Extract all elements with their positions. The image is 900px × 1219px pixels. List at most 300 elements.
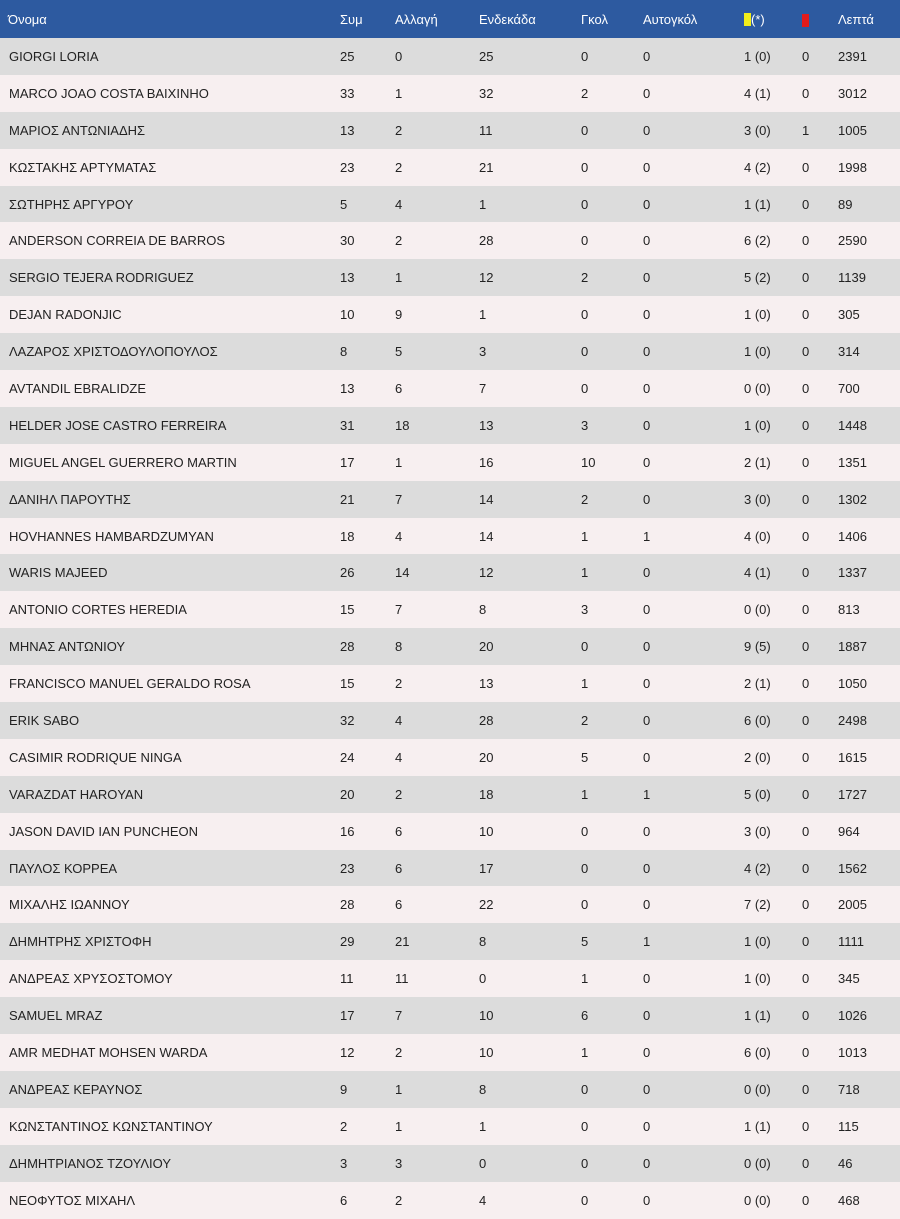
minutes-value: 468 — [838, 1192, 860, 1208]
starts-value: 1 — [479, 307, 487, 323]
apps-value: 2 — [340, 1118, 348, 1134]
table-row — [0, 481, 900, 518]
minutes-value: 1998 — [838, 159, 867, 175]
goals-value: 6 — [581, 1008, 589, 1024]
starts-value: 8 — [479, 602, 487, 618]
red-cards-value: 0 — [802, 48, 810, 64]
yellow-cards-value: 0 (0) — [744, 1155, 771, 1171]
apps-value: 32 — [340, 712, 355, 728]
subs-value: 11 — [395, 971, 409, 987]
goals-value: 0 — [581, 122, 589, 138]
goals-value: 2 — [581, 270, 589, 286]
yellow-cards-value: 0 (0) — [744, 1081, 771, 1097]
goals-value: 5 — [581, 749, 589, 765]
yellow-cards-value: 2 (0) — [744, 749, 771, 765]
apps-value: 16 — [340, 823, 355, 839]
red-cards-value: 0 — [802, 417, 810, 433]
apps-value: 13 — [340, 270, 355, 286]
player-name: ΣΩΤΗΡΗΣ ΑΡΓΥΡΟΥ — [9, 196, 134, 212]
col-header-name[interactable]: Όνομα — [8, 11, 47, 27]
own-goals-value: 1 — [643, 528, 651, 544]
table-row — [0, 850, 900, 887]
own-goals-value: 0 — [643, 1081, 651, 1097]
own-goals-value: 0 — [643, 602, 651, 618]
minutes-value: 1351 — [838, 454, 867, 470]
yellow-cards-value: 9 (5) — [744, 639, 771, 655]
yellow-cards-value: 1 (0) — [744, 934, 771, 950]
starts-value: 20 — [479, 749, 494, 765]
starts-value: 21 — [479, 159, 494, 175]
subs-value: 21 — [395, 934, 410, 950]
player-name: ERIK SABO — [9, 712, 80, 728]
red-cards-value: 0 — [802, 602, 810, 618]
own-goals-value: 0 — [643, 1044, 651, 1060]
starts-value: 10 — [479, 1044, 494, 1060]
yellow-cards-value: 1 (0) — [744, 344, 771, 360]
apps-value: 11 — [340, 971, 354, 987]
table-row — [0, 702, 900, 739]
apps-value: 3 — [340, 1155, 348, 1171]
minutes-value: 345 — [838, 971, 860, 987]
table-row — [0, 1182, 900, 1219]
goals-value: 0 — [581, 344, 589, 360]
table-row — [0, 259, 900, 296]
table-row — [0, 444, 900, 481]
minutes-value: 3012 — [838, 85, 867, 101]
subs-value: 6 — [395, 823, 403, 839]
yellow-header-suffix: (*) — [751, 12, 765, 28]
player-name: SERGIO TEJERA RODRIGUEZ — [9, 270, 194, 286]
red-cards-value: 0 — [802, 491, 810, 507]
player-name: ΚΩΝΣΤΑΝΤΙΝΟΣ ΚΩΝΣΤΑΝΤΙΝΟΥ — [9, 1118, 213, 1134]
apps-value: 6 — [340, 1192, 348, 1208]
apps-value: 15 — [340, 602, 355, 618]
own-goals-value: 0 — [643, 122, 651, 138]
goals-value: 1 — [581, 676, 589, 692]
red-cards-value: 0 — [802, 159, 810, 175]
goals-value: 0 — [581, 897, 589, 913]
red-cards-value: 1 — [802, 122, 810, 138]
minutes-value: 1406 — [838, 528, 867, 544]
own-goals-value: 1 — [643, 786, 651, 802]
col-header-subs[interactable]: Αλλαγή — [395, 11, 438, 27]
player-name: DEJAN RADONJIC — [9, 307, 122, 323]
col-header-starts[interactable]: Ενδεκάδα — [479, 11, 536, 27]
yellow-cards-value: 1 (0) — [744, 307, 771, 323]
table-row — [0, 960, 900, 997]
yellow-cards-value: 6 (0) — [744, 712, 771, 728]
own-goals-value: 0 — [643, 491, 651, 507]
yellow-cards-value: 2 (1) — [744, 676, 771, 692]
starts-value: 1 — [479, 196, 487, 212]
apps-value: 28 — [340, 639, 355, 655]
red-cards-value: 0 — [802, 1192, 810, 1208]
minutes-value: 89 — [838, 196, 853, 212]
apps-value: 23 — [340, 159, 355, 175]
minutes-value: 718 — [838, 1081, 860, 1097]
red-cards-value: 0 — [802, 1008, 810, 1024]
goals-value: 3 — [581, 417, 589, 433]
yellow-cards-value: 4 (1) — [744, 85, 771, 101]
apps-value: 13 — [340, 122, 355, 138]
player-name: ΑΝΔΡΕΑΣ ΚΕΡΑΥΝΟΣ — [9, 1081, 143, 1097]
goals-value: 0 — [581, 1081, 589, 1097]
goals-value: 1 — [581, 565, 589, 581]
player-name: SAMUEL MRAZ — [9, 1008, 103, 1024]
starts-value: 8 — [479, 1081, 487, 1097]
own-goals-value: 0 — [643, 196, 651, 212]
apps-value: 23 — [340, 860, 355, 876]
starts-value: 0 — [479, 971, 487, 987]
goals-value: 2 — [581, 491, 589, 507]
yellow-cards-value: 1 (1) — [744, 1118, 771, 1134]
red-cards-value: 0 — [802, 823, 810, 839]
yellow-cards-value: 2 (1) — [744, 454, 771, 470]
apps-value: 9 — [340, 1081, 348, 1097]
table-row — [0, 628, 900, 665]
starts-value: 0 — [479, 1155, 487, 1171]
apps-value: 13 — [340, 380, 355, 396]
apps-value: 5 — [340, 196, 348, 212]
table-row — [0, 739, 900, 776]
goals-value: 0 — [581, 233, 589, 249]
apps-value: 17 — [340, 454, 355, 470]
yellow-cards-value: 4 (1) — [744, 565, 771, 581]
yellow-cards-value: 4 (2) — [744, 159, 771, 175]
starts-value: 13 — [479, 417, 494, 433]
col-header-goals[interactable]: Γκολ — [581, 11, 608, 27]
yellow-cards-value: 3 (0) — [744, 122, 771, 138]
apps-value: 10 — [340, 307, 355, 323]
minutes-value: 964 — [838, 823, 860, 839]
table-row — [0, 813, 900, 850]
table-row — [0, 333, 900, 370]
starts-value: 16 — [479, 454, 494, 470]
red-cards-value: 0 — [802, 971, 810, 987]
col-header-red-cards[interactable] — [802, 0, 838, 38]
table-row — [0, 518, 900, 555]
table-row — [0, 1034, 900, 1071]
subs-value: 2 — [395, 1192, 403, 1208]
goals-value: 0 — [581, 823, 589, 839]
own-goals-value: 0 — [643, 1155, 651, 1171]
apps-value: 20 — [340, 786, 355, 802]
subs-value: 3 — [395, 1155, 403, 1171]
player-name: ΜΗΝΑΣ ΑΝΤΩΝΙΟΥ — [9, 639, 126, 655]
red-cards-value: 0 — [802, 270, 810, 286]
goals-value: 0 — [581, 860, 589, 876]
starts-value: 3 — [479, 344, 487, 360]
own-goals-value: 0 — [643, 860, 651, 876]
subs-value: 1 — [395, 1081, 403, 1097]
subs-value: 6 — [395, 897, 403, 913]
apps-value: 21 — [340, 491, 355, 507]
starts-value: 14 — [479, 491, 494, 507]
subs-value: 2 — [395, 786, 403, 802]
player-name: CASIMIR RODRIQUE NINGA — [9, 749, 182, 765]
minutes-value: 1615 — [838, 749, 867, 765]
player-name: ΑΝΔΡΕΑΣ ΧΡΥΣΟΣΤΟΜΟΥ — [9, 971, 173, 987]
table-row — [0, 886, 900, 923]
player-name: AMR MEDHAT MOHSEN WARDA — [9, 1044, 208, 1060]
own-goals-value: 0 — [643, 85, 651, 101]
yellow-cards-value: 3 (0) — [744, 823, 771, 839]
goals-value: 2 — [581, 85, 589, 101]
minutes-value: 1562 — [838, 860, 867, 876]
own-goals-value: 0 — [643, 270, 651, 286]
red-cards-value: 0 — [802, 380, 810, 396]
yellow-cards-value: 6 (0) — [744, 1044, 771, 1060]
apps-value: 25 — [340, 48, 355, 64]
own-goals-value: 0 — [643, 1118, 651, 1134]
table-row — [0, 38, 900, 75]
minutes-value: 1448 — [838, 417, 867, 433]
player-name: ΔΗΜΗΤΡΗΣ ΧΡΙΣΤΟΦΗ — [9, 934, 152, 950]
col-header-yellow-cards[interactable] — [744, 0, 802, 38]
minutes-value: 1005 — [838, 122, 867, 138]
player-name: JASON DAVID IAN PUNCHEON — [9, 823, 199, 839]
own-goals-value: 0 — [643, 639, 651, 655]
player-name: ΔΗΜΗΤΡΙΑΝΟΣ ΤΖΟΥΛΙΟΥ — [9, 1155, 172, 1171]
player-name: ΜΑΡΙΟΣ ΑΝΤΩΝΙΑΔΗΣ — [9, 122, 146, 138]
red-cards-value: 0 — [802, 860, 810, 876]
goals-value: 0 — [581, 307, 589, 323]
starts-value: 12 — [479, 270, 494, 286]
starts-value: 4 — [479, 1192, 487, 1208]
minutes-value: 1727 — [838, 786, 867, 802]
subs-value: 7 — [395, 491, 403, 507]
own-goals-value: 0 — [643, 676, 651, 692]
red-cards-value: 0 — [802, 1155, 810, 1171]
red-cards-value: 0 — [802, 196, 810, 212]
table-row — [0, 554, 900, 591]
goals-value: 10 — [581, 454, 596, 470]
table-row — [0, 149, 900, 186]
red-cards-value: 0 — [802, 1118, 810, 1134]
player-name: ANDERSON CORREIA DE BARROS — [9, 233, 225, 249]
goals-value: 5 — [581, 934, 589, 950]
subs-value: 7 — [395, 602, 403, 618]
yellow-cards-value: 4 (2) — [744, 860, 771, 876]
minutes-value: 700 — [838, 380, 860, 396]
apps-value: 30 — [340, 233, 355, 249]
subs-value: 2 — [395, 1044, 403, 1060]
minutes-value: 1302 — [838, 491, 867, 507]
starts-value: 28 — [479, 233, 494, 249]
own-goals-value: 0 — [643, 380, 651, 396]
player-name: HELDER JOSE CASTRO FERREIRA — [9, 417, 227, 433]
yellow-cards-value: 1 (0) — [744, 48, 771, 64]
red-cards-value: 0 — [802, 786, 810, 802]
minutes-value: 2498 — [838, 712, 867, 728]
player-name: ANTONIO CORTES HEREDIA — [9, 602, 187, 618]
minutes-value: 1337 — [838, 565, 867, 581]
red-cards-value: 0 — [802, 233, 810, 249]
minutes-value: 46 — [838, 1155, 853, 1171]
subs-value: 5 — [395, 344, 403, 360]
starts-value: 25 — [479, 48, 494, 64]
goals-value: 0 — [581, 159, 589, 175]
yellow-cards-value: 1 (0) — [744, 417, 771, 433]
yellow-cards-value: 1 (1) — [744, 196, 771, 212]
yellow-cards-value: 7 (2) — [744, 897, 771, 913]
table-row — [0, 591, 900, 628]
starts-value: 17 — [479, 860, 494, 876]
subs-value: 14 — [395, 565, 410, 581]
col-header-minutes[interactable]: Λεπτά — [838, 11, 874, 27]
goals-value: 1 — [581, 971, 589, 987]
starts-value: 11 — [479, 122, 493, 138]
table-row — [0, 75, 900, 112]
apps-value: 26 — [340, 565, 355, 581]
red-cards-value: 0 — [802, 1044, 810, 1060]
apps-value: 24 — [340, 749, 355, 765]
minutes-value: 1139 — [838, 270, 866, 286]
minutes-value: 1050 — [838, 676, 867, 692]
starts-value: 10 — [479, 1008, 494, 1024]
minutes-value: 2391 — [838, 48, 867, 64]
yellow-cards-value: 0 (0) — [744, 602, 771, 618]
player-name: ΔΑΝΙΗΛ ΠΑΡΟΥΤΗΣ — [9, 491, 131, 507]
subs-value: 1 — [395, 270, 403, 286]
goals-value: 0 — [581, 1155, 589, 1171]
subs-value: 2 — [395, 159, 403, 175]
goals-value: 1 — [581, 1044, 589, 1060]
starts-value: 13 — [479, 676, 494, 692]
subs-value: 8 — [395, 639, 403, 655]
own-goals-value: 0 — [643, 823, 651, 839]
player-name: FRANCISCO MANUEL GERALDO ROSA — [9, 676, 251, 692]
own-goals-value: 0 — [643, 971, 651, 987]
apps-value: 28 — [340, 897, 355, 913]
table-row — [0, 1071, 900, 1108]
minutes-value: 813 — [838, 602, 860, 618]
player-name: GIORGI LORIA — [9, 48, 99, 64]
red-cards-value: 0 — [802, 344, 810, 360]
player-name: ΝΕΟΦΥΤΟΣ ΜΙΧΑΗΛ — [9, 1192, 136, 1208]
minutes-value: 2005 — [838, 897, 867, 913]
subs-value: 18 — [395, 417, 410, 433]
apps-value: 31 — [340, 417, 355, 433]
subs-value: 4 — [395, 712, 403, 728]
red-cards-value: 0 — [802, 676, 810, 692]
goals-value: 1 — [581, 786, 589, 802]
goals-value: 1 — [581, 528, 589, 544]
apps-value: 8 — [340, 344, 348, 360]
yellow-cards-value: 0 (0) — [744, 1192, 771, 1208]
red-cards-value: 0 — [802, 307, 810, 323]
yellow-cards-value: 6 (2) — [744, 233, 771, 249]
apps-value: 33 — [340, 85, 355, 101]
starts-value: 14 — [479, 528, 494, 544]
table-row — [0, 776, 900, 813]
subs-value: 4 — [395, 528, 403, 544]
red-cards-value: 0 — [802, 749, 810, 765]
own-goals-value: 0 — [643, 48, 651, 64]
red-card-icon — [802, 14, 809, 27]
subs-value: 1 — [395, 1118, 403, 1134]
table-row — [0, 665, 900, 702]
col-header-own-goals[interactable]: Αυτογκόλ — [643, 11, 698, 27]
player-name: ΛΑΖΑΡΟΣ ΧΡΙΣΤΟΔΟΥΛΟΠΟΥΛΟΣ — [9, 344, 218, 360]
table-row — [0, 923, 900, 960]
red-cards-value: 0 — [802, 565, 810, 581]
starts-value: 18 — [479, 786, 494, 802]
minutes-value: 1013 — [838, 1044, 867, 1060]
player-name: ΠΑΥΛΟΣ ΚΟΡΡΕΑ — [9, 860, 118, 876]
own-goals-value: 0 — [643, 417, 651, 433]
player-name: HOVHANNES HAMBARDZUMYAN — [9, 528, 214, 544]
table-row — [0, 1108, 900, 1145]
own-goals-value: 0 — [643, 454, 651, 470]
table-row — [0, 296, 900, 333]
minutes-value: 1887 — [838, 639, 867, 655]
apps-value: 12 — [340, 1044, 355, 1060]
yellow-card-icon — [744, 13, 751, 26]
col-header-apps[interactable]: Συμ — [340, 11, 363, 27]
own-goals-value: 0 — [643, 233, 651, 249]
table-row — [0, 186, 900, 223]
own-goals-value: 0 — [643, 712, 651, 728]
starts-value: 28 — [479, 712, 494, 728]
apps-value: 17 — [340, 1008, 355, 1024]
red-cards-value: 0 — [802, 454, 810, 470]
table-row — [0, 407, 900, 444]
yellow-cards-value: 1 (1) — [744, 1008, 771, 1024]
subs-value: 1 — [395, 85, 403, 101]
player-name: VARAZDAT HAROYAN — [9, 786, 144, 802]
subs-value: 1 — [395, 454, 403, 470]
starts-value: 12 — [479, 565, 494, 581]
goals-value: 0 — [581, 380, 589, 396]
own-goals-value: 0 — [643, 1008, 651, 1024]
starts-value: 22 — [479, 897, 494, 913]
yellow-cards-value: 5 (2) — [744, 270, 771, 286]
own-goals-value: 0 — [643, 565, 651, 581]
starts-value: 20 — [479, 639, 494, 655]
yellow-cards-value: 0 (0) — [744, 380, 771, 396]
player-name: ΜΙΧΑΛΗΣ ΙΩΑΝΝΟΥ — [9, 897, 130, 913]
subs-value: 7 — [395, 1008, 403, 1024]
subs-value: 2 — [395, 676, 403, 692]
minutes-value: 2590 — [838, 233, 867, 249]
player-name: AVTANDIL EBRALIDZE — [9, 380, 147, 396]
starts-value: 8 — [479, 934, 487, 950]
own-goals-value: 0 — [643, 307, 651, 323]
subs-value: 0 — [395, 48, 403, 64]
goals-value: 0 — [581, 1192, 589, 1208]
minutes-value: 314 — [838, 344, 860, 360]
own-goals-value: 0 — [643, 897, 651, 913]
minutes-value: 115 — [838, 1118, 859, 1134]
goals-value: 0 — [581, 639, 589, 655]
minutes-value: 1111 — [838, 934, 865, 950]
red-cards-value: 0 — [802, 712, 810, 728]
minutes-value: 1026 — [838, 1008, 867, 1024]
yellow-cards-value: 1 (0) — [744, 971, 771, 987]
starts-value: 7 — [479, 380, 487, 396]
goals-value: 0 — [581, 196, 589, 212]
red-cards-value: 0 — [802, 934, 810, 950]
own-goals-value: 0 — [643, 344, 651, 360]
player-name: MARCO JOAO COSTA BAIXINHO — [9, 85, 209, 101]
goals-value: 0 — [581, 48, 589, 64]
player-name: ΚΩΣΤΑΚΗΣ ΑΡΤΥΜΑΤΑΣ — [9, 159, 157, 175]
red-cards-value: 0 — [802, 639, 810, 655]
subs-value: 6 — [395, 380, 403, 396]
table-row — [0, 112, 900, 149]
starts-value: 32 — [479, 85, 494, 101]
